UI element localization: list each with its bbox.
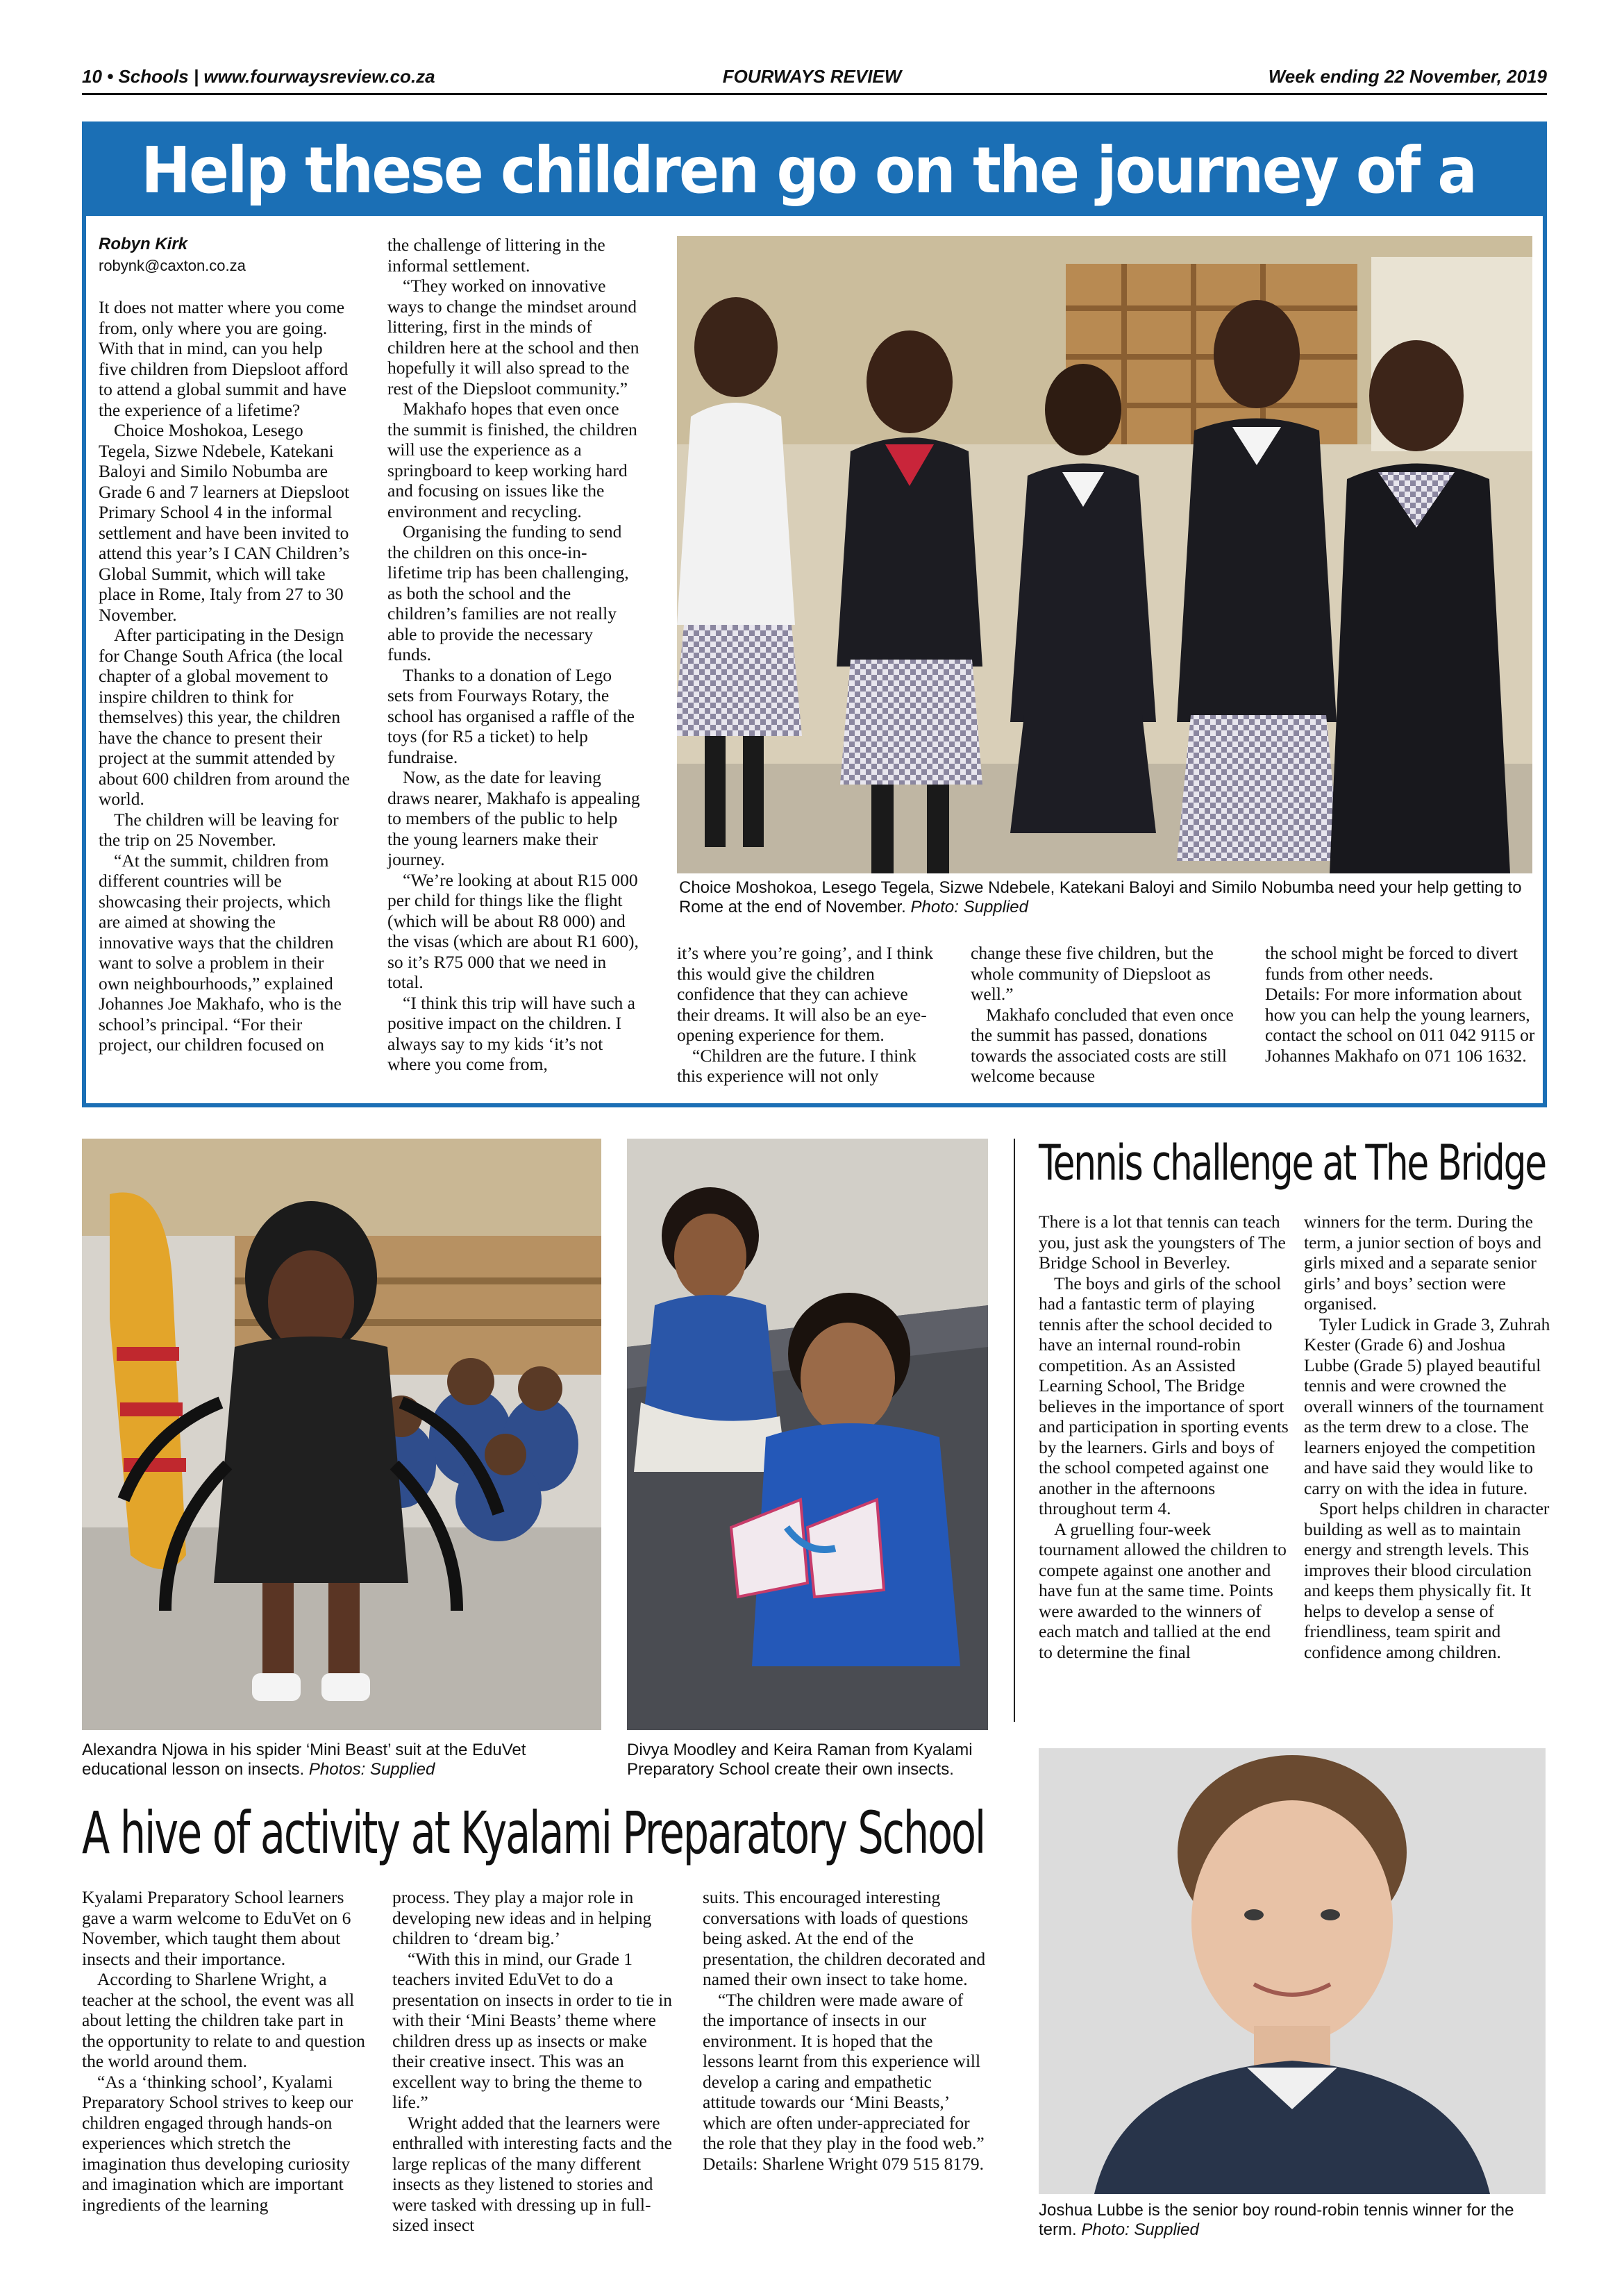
byline: Robyn Kirk <box>99 235 188 253</box>
paragraph: Now, as the date for leaving draws nearer, Makhafo is appealing to members of the public to help the young learners make their journey. <box>387 767 640 869</box>
paragraph: “I think this trip will have such a positive impact on the children. I always say to my kids ‘it’s not where you come from, <box>387 992 635 1074</box>
page-folio: 10 • Schools | www.fourwaysreview.co.za <box>82 66 435 87</box>
lead-photo-caption <box>679 878 1533 917</box>
paragraph: There is a lot that tennis can teach you, just ask the youngsters of The Bridge School in Beverley. <box>1039 1212 1286 1273</box>
lead-photo-children <box>677 236 1532 873</box>
tennis-headline: Tennis challenge at The Bridge <box>1039 1134 1546 1191</box>
paragraph: Details: Sharlene Wright 079 515 8179. <box>703 2153 985 2174</box>
kyalami-headline: A hive of activity at Kyalami Preparatory School <box>82 1799 985 1867</box>
lead-column-2 <box>387 235 640 1075</box>
byline-block <box>99 235 349 275</box>
issue-date: Week ending 22 November, 2019 <box>1268 66 1547 87</box>
paragraph: “At the summit, children from different countries will be showcasing their projects, which are aimed at showing the innovative ways that the children want to solve a problem in their own neighbourhoods,” explained Johannes Joe Makhafo, who is the school’s principal. “For their project, our children focused on <box>99 850 342 1055</box>
craft-photo-caption: Divya Moodley and Keira Raman from Kyalami Preparatory School create their own insects. <box>627 1741 973 1779</box>
paragraph: The boys and girls of the school had a fantastic term of playing tennis after the school decided to have an internal round-robin competition. As an Assisted Learning School, The Bridge believes in the importance of sport and participation in sporting events by the learners. Girls and boys of the school competed against one another in the afternoons throughout term 4. <box>1039 1273 1289 1518</box>
photo-insect-craft <box>627 1139 988 1730</box>
paragraph: Makhafo hopes that even once the summit is finished, the children will use the experience as a springboard to keep working hard and focusing on issues like the environment and recycling. <box>387 399 637 521</box>
photo-credit: Photos: Supplied <box>308 1760 435 1779</box>
byline-email: robynk@caxton.co.za <box>99 257 246 274</box>
tennis-photo-caption <box>1039 2201 1549 2240</box>
lead-column-1 <box>99 297 351 1055</box>
lead-column-3 <box>677 943 944 1087</box>
lead-headline: Help these children go on the journey of a <box>141 133 1476 208</box>
paragraph: Details: For more information about how you can help the young learners, contact the school on 011 042 9115 or Johannes Makhafo on 071 106 1632. <box>1265 984 1535 1066</box>
photo-credit: Photo: Supplied <box>1081 2220 1199 2239</box>
header-rule <box>82 93 1547 95</box>
spider-photo-caption <box>82 1741 610 1779</box>
paragraph: Wright added that the learners were enthralled with interesting facts and the large replicas of the many different insects as they listened to stories and were tasked with dressing up in full-sized insect <box>392 2112 672 2235</box>
column-divider <box>1014 1139 1015 1722</box>
paragraph: The children will be leaving for the trip on 25 November. <box>99 809 339 850</box>
paragraph: Sport helps children in character building as well as to maintain energy and strength levels. This improves their blood circulation and keeps them physically fit. It helps to develop a sense of friendliness, team spirit and confidence among children. <box>1304 1498 1550 1662</box>
lead-column-5 <box>1265 943 1536 1066</box>
paragraph: “They worked on innovative ways to change the mindset around littering, first in the minds of children here at the school and then hopefully it will also spread to the rest of the Diepsloot community.” <box>387 276 639 399</box>
photo-credit: Photo: Supplied <box>910 898 1028 916</box>
paragraph: According to Sharlene Wright, a teacher at the school, the event was all about letting the children take part in the opportunity to relate to and question the world around them. <box>82 1969 365 2071</box>
paragraph: “We’re looking at about R15 000 per child for things like the flight (which will be about R8 000) and the visas (which are about R1 600), so it’s R75 000 that we need in total. <box>387 869 639 992</box>
paragraph: Makhafo concluded that even once the summit has passed, donations towards the associated costs are still welcome because <box>971 1004 1234 1086</box>
paragraph: Organising the funding to send the children on this once-in-lifetime trip has been challenging, as both the school and the children’s families are not really able to provide the necessary funds. <box>387 521 629 664</box>
caption-text: Joshua Lubbe is the senior boy round-robin tennis winner for the term. <box>1039 2201 1514 2239</box>
paragraph: it’s where you’re going’, and I think this would give the children confidence that they can achieve their dreams. It will also be an eye-opening experience for them. <box>677 943 933 1045</box>
paragraph: suits. This encouraged interesting conversations with loads of questions being asked. At the end of the presentation, the children decorated and named their own insect to take home. <box>703 1887 986 1989</box>
paragraph: “The children were made aware of the importance of insects in our environment. It is hoped that the lessons learnt from this experience will develop a caring and empathetic attitude towards our ‘Mini Beasts,’ which are often under-appreciated for the role that they play in the food web.” <box>703 1989 985 2153</box>
paragraph: the school might be forced to divert funds from other needs. <box>1265 943 1518 984</box>
paragraph: Thanks to a donation of Lego sets from Fourways Rotary, the school has organised a raffle of the toys (for R5 a ticket) to help fundraise. <box>387 664 635 767</box>
paragraph: “With this in mind, our Grade 1 teachers invited EduVet to do a presentation on insects in order to tie in with their ‘Mini Beasts’ theme where children dress up as insects or make their creative insect. This was an excellent way to bring the theme to life.” <box>392 1948 672 2112</box>
paragraph: the challenge of littering in the informal settlement. <box>387 235 605 276</box>
paragraph: It does not matter where you come from, only where you are going. With that in mind, can you help five children from Diepsloot afford to attend a global summit and have the experience of a lifetime? <box>99 297 349 420</box>
paragraph: change these five children, but the whole community of Diepsloot as well.” <box>971 943 1214 1004</box>
paragraph: Tyler Ludick in Grade 3, Zuhrah Kester (Grade 6) and Joshua Lubbe (Grade 5) played beautiful tennis and were crowned the overall winners of the tournament as the term drew to a close. The learners enjoyed the competition and have said they would like to carry on with the idea in future. <box>1304 1314 1550 1498</box>
paragraph: winners for the term. During the term, a junior section of boys and girls mixed and a separate senior girls’ and boys’ section were organised. <box>1304 1212 1542 1314</box>
photo-spider-costume <box>82 1139 601 1730</box>
paragraph: After participating in the Design for Change South Africa (the local chapter of a global movement to inspire children to think for themselves) this year, the children have the chance to present their project at the summit attended by about 600 children from around the world. <box>99 625 350 809</box>
photo-joshua-lubbe <box>1039 1748 1546 2194</box>
paragraph: Choice Moshokoa, Lesego Tegela, Sizwe Ndebele, Katekani Baloyi and Similo Nobumba are Grade 6 and 7 learners at Diepsloot Primary School 4 in the informal settlement and have been invited to attend this year’s I CAN Children’s Global Summit, which will take place in Rome, Italy from 27 to 30 November. <box>99 420 350 625</box>
tennis-column-2 <box>1304 1212 1550 1662</box>
kyalami-column-2 <box>392 1887 677 2236</box>
lead-column-4 <box>971 943 1237 1087</box>
paragraph: process. They play a major role in developing new ideas and in helping children to ‘dream big.’ <box>392 1887 652 1948</box>
paragraph: “Children are the future. I think this experience will not only <box>677 1045 916 1086</box>
caption-text: Alexandra Njowa in his spider ‘Mini Beast’ suit at the EduVet educational lesson on insects. <box>82 1741 526 1779</box>
caption-text: Choice Moshokoa, Lesego Tegela, Sizwe Ndebele, Katekani Baloyi and Similo Nobumba need your help getting to Rome at the end of November. <box>679 878 1522 916</box>
paragraph: Kyalami Preparatory School learners gave a warm welcome to EduVet on 6 November, which taught them about insects and their importance. <box>82 1887 351 1969</box>
publication-name: FOURWAYS REVIEW <box>722 66 902 87</box>
kyalami-column-1 <box>82 1887 367 2215</box>
kyalami-column-3 <box>703 1887 987 2174</box>
tennis-column-1 <box>1039 1212 1289 1662</box>
paragraph: A gruelling four-week tournament allowed the children to compete against one another and have fun at the same time. Points were awarded to the winners of each match and tallied at the end to determine the final <box>1039 1518 1287 1662</box>
paragraph: “As a ‘thinking school’, Kyalami Preparatory School strives to keep our children engaged through hands-on experiences which stretch the imagination thus developing curiosity and imagination which are important ingredients of the learning <box>82 2071 353 2215</box>
